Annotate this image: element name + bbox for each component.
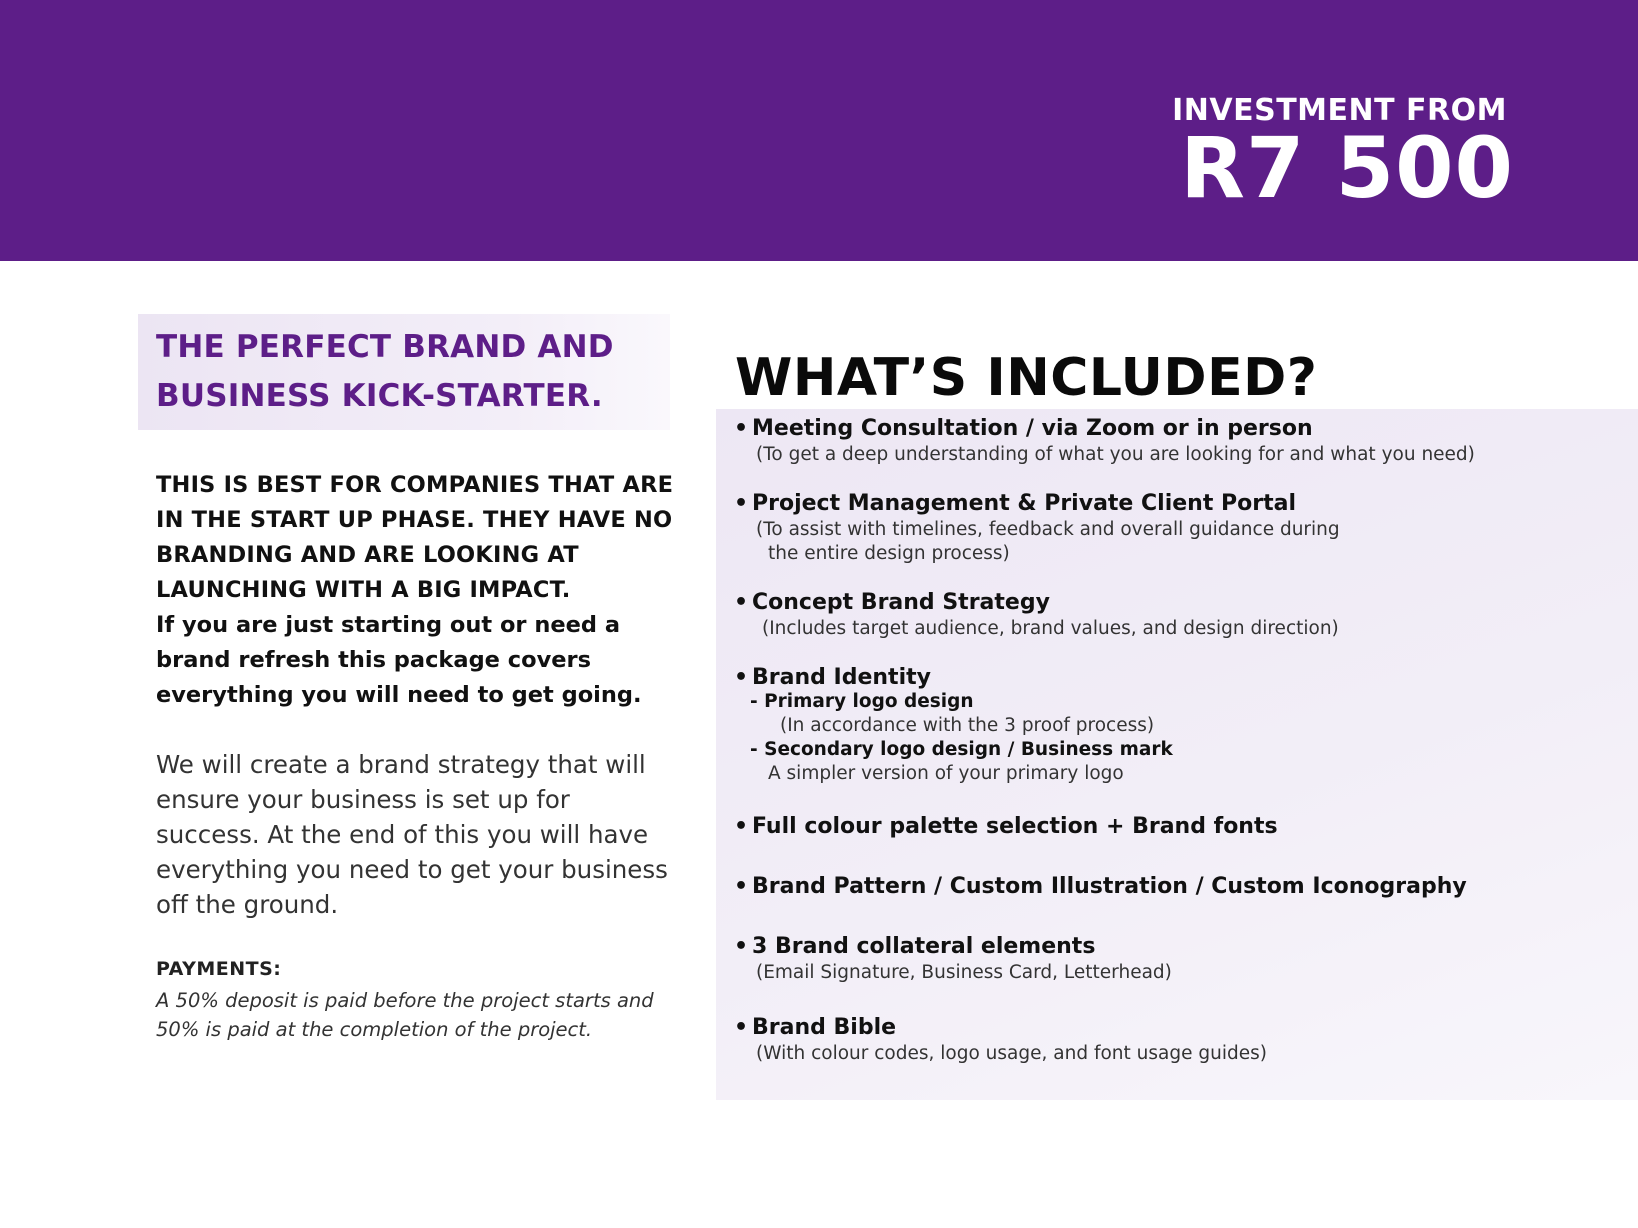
included-item-project-management bbox=[734, 491, 1340, 566]
bullet-icon: • bbox=[734, 814, 749, 839]
included-item-colour-palette bbox=[734, 814, 1278, 839]
sub-item-note: (In accordance with the 3 proof process) bbox=[780, 715, 1155, 736]
included-item-consultation bbox=[734, 416, 1475, 467]
item-title: Project Management & Private Client Portal bbox=[752, 491, 1296, 516]
included-item-brand-bible bbox=[734, 1015, 1267, 1066]
whats-included-title: WHAT’S INCLUDED? bbox=[735, 348, 1318, 408]
sub-item-secondary-logo: - Secondary logo design / Business mark bbox=[750, 739, 1173, 760]
sub-item-primary-logo: - Primary logo design bbox=[750, 691, 974, 712]
brand-strategy-text: We will create a brand strategy that will ensure your business is set up for success. At the end of this you will have everything you need to get your business off the ground. bbox=[156, 750, 668, 919]
item-note: (Includes target audience, brand values, and design direction) bbox=[762, 618, 1339, 639]
bullet-icon: • bbox=[734, 491, 749, 516]
bullet-icon: • bbox=[734, 416, 749, 441]
headline-box bbox=[138, 314, 670, 430]
included-item-collateral bbox=[734, 934, 1172, 985]
headline-line-2: BUSINESS KICK-STARTER. bbox=[156, 378, 603, 414]
header-banner bbox=[0, 0, 1638, 261]
package-description bbox=[138, 314, 678, 1044]
headline-line-1: THE PERFECT BRAND AND bbox=[156, 329, 614, 365]
item-note: (To assist with timelines, feedback and overall guidance during bbox=[756, 519, 1340, 540]
included-item-brand-strategy bbox=[734, 590, 1339, 641]
item-title: Meeting Consultation / via Zoom or in person bbox=[752, 416, 1313, 441]
target-audience-text: THIS IS BEST FOR COMPANIES THAT ARE IN THE START UP PHASE. THEY HAVE NO BRANDING AND ARE LOOKING AT LAUNCHING WITH A BIG IMPACT. bbox=[156, 472, 674, 603]
item-title: Full colour palette selection + Brand fonts bbox=[752, 814, 1278, 839]
item-note: (With colour codes, logo usage, and font usage guides) bbox=[756, 1043, 1267, 1064]
bullet-icon: • bbox=[734, 665, 749, 690]
item-title: Brand Identity bbox=[752, 665, 931, 690]
package-summary-text: If you are just starting out or need a brand refresh this package covers everything you will need to get going. bbox=[156, 612, 642, 708]
item-note: (To get a deep understanding of what you are looking for and what you need) bbox=[756, 444, 1475, 465]
item-title: 3 Brand collateral elements bbox=[752, 934, 1096, 959]
bullet-icon: • bbox=[734, 590, 749, 615]
item-note-continued: the entire design process) bbox=[768, 543, 1010, 564]
investment-price: R7 500 bbox=[1180, 119, 1514, 217]
bullet-icon: • bbox=[734, 874, 749, 899]
item-title: Brand Pattern / Custom Illustration / Custom Iconography bbox=[752, 874, 1467, 899]
payments-heading: PAYMENTS: bbox=[156, 958, 282, 980]
bullet-icon: • bbox=[734, 1015, 749, 1040]
included-item-brand-pattern bbox=[734, 874, 1467, 899]
item-note: (Email Signature, Business Card, Letterhead) bbox=[756, 962, 1172, 983]
item-title: Concept Brand Strategy bbox=[752, 590, 1050, 615]
investment-label: INVESTMENT FROM bbox=[1172, 93, 1507, 128]
included-item-brand-identity bbox=[734, 665, 1173, 786]
sub-item-note: A simpler version of your primary logo bbox=[768, 763, 1124, 784]
payments-terms: A 50% deposit is paid before the project starts and 50% is paid at the completion of the project. bbox=[156, 989, 654, 1041]
bullet-icon: • bbox=[734, 934, 749, 959]
item-title: Brand Bible bbox=[752, 1015, 897, 1040]
